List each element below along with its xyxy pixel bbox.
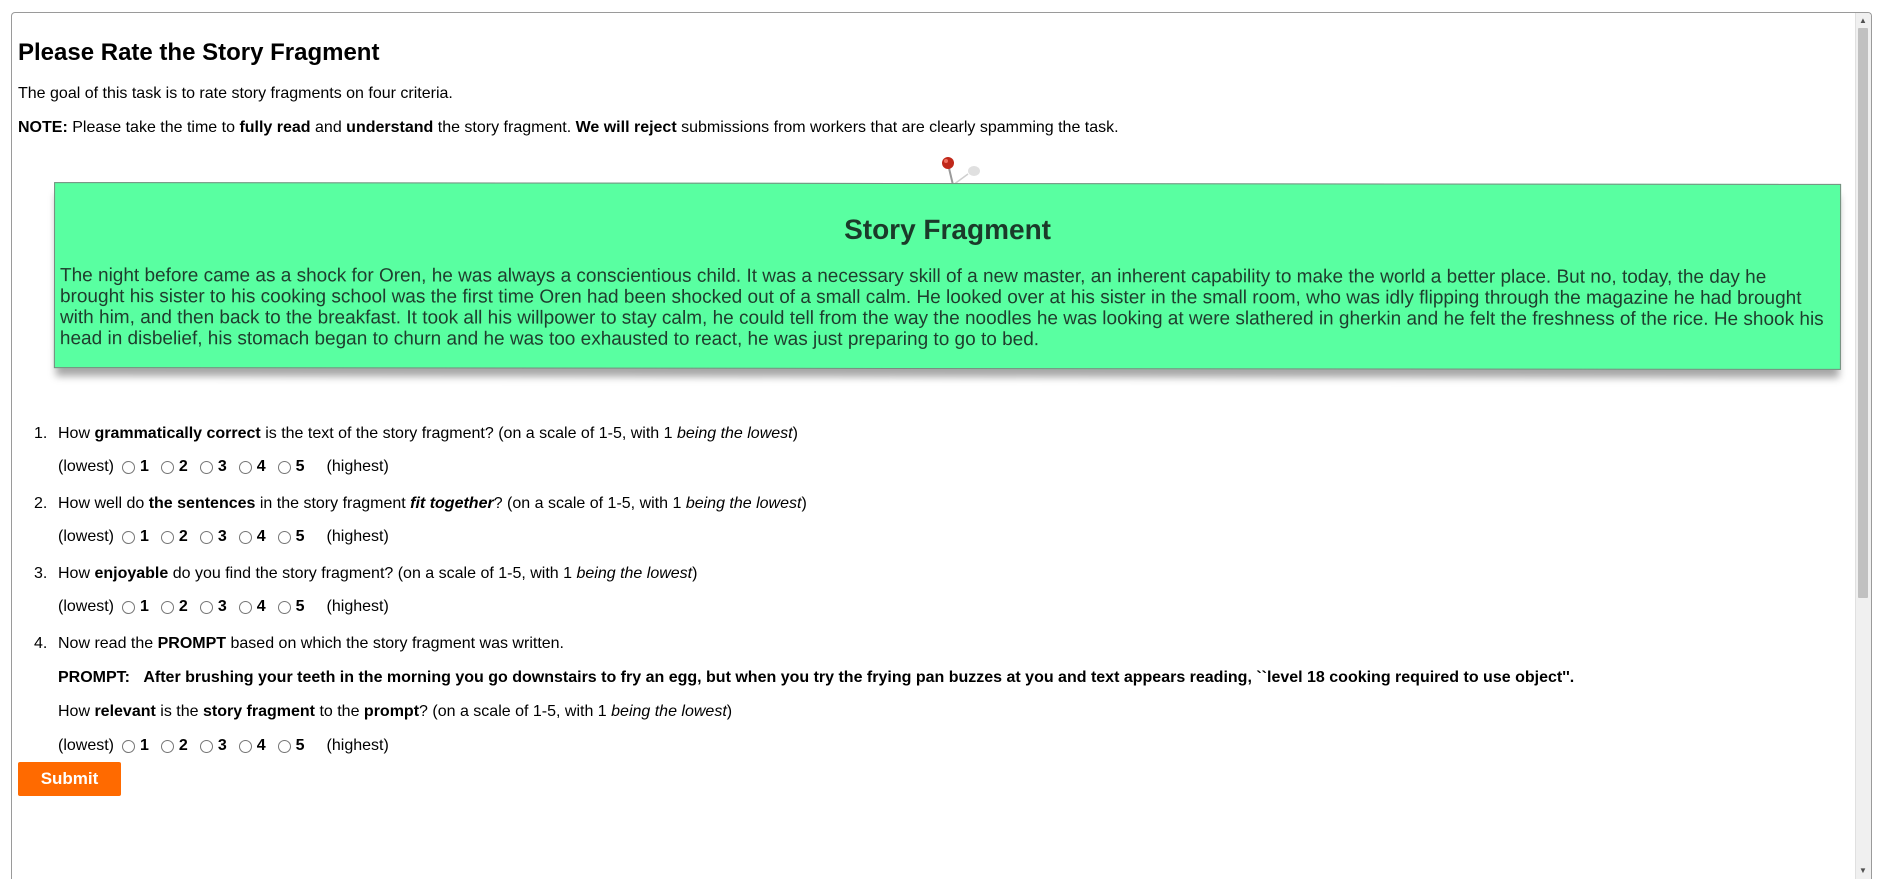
rating-radio[interactable] bbox=[239, 740, 252, 753]
note-label: NOTE: bbox=[18, 119, 68, 136]
rating-option[interactable] bbox=[239, 598, 266, 616]
rating-radio[interactable] bbox=[200, 740, 213, 753]
note-emphasis: understand bbox=[346, 119, 434, 136]
rating-radio[interactable] bbox=[239, 531, 252, 544]
rating-option-label: 5 bbox=[295, 528, 305, 545]
rating-radio[interactable] bbox=[278, 740, 291, 753]
question-text: do you find the story fragment? (on a scale of 1-5, with 1 bbox=[168, 565, 577, 582]
rating-option-label: 4 bbox=[256, 458, 266, 475]
rating-radio[interactable] bbox=[161, 740, 174, 753]
browser-frame bbox=[11, 12, 1872, 879]
question-text: ) bbox=[726, 703, 733, 720]
rating-radio[interactable] bbox=[278, 531, 291, 544]
question-text: ) bbox=[801, 495, 807, 512]
rating-radio[interactable] bbox=[122, 601, 135, 614]
question-emphasis: prompt bbox=[363, 703, 420, 720]
rating-option[interactable] bbox=[122, 598, 149, 616]
rating-option[interactable] bbox=[122, 458, 149, 476]
question-number: 4. bbox=[34, 635, 48, 652]
question-text: ) bbox=[692, 565, 698, 582]
note-emphasis: We will reject bbox=[575, 119, 677, 136]
scroll-down-icon[interactable]: ▼ bbox=[1859, 866, 1867, 875]
rating-option-label: 1 bbox=[140, 598, 149, 615]
rating-radio[interactable] bbox=[122, 531, 135, 544]
question-number: 1. bbox=[34, 425, 48, 442]
vertical-scrollbar[interactable] bbox=[1855, 13, 1871, 879]
rating-option[interactable] bbox=[200, 737, 227, 755]
scale-highest-label: (highest) bbox=[326, 458, 389, 475]
rating-scale-1 bbox=[58, 458, 389, 476]
question-text: based on which the story fragment was written. bbox=[226, 635, 564, 652]
rating-scale-4 bbox=[58, 737, 389, 755]
rating-option[interactable] bbox=[200, 528, 227, 546]
rating-option[interactable] bbox=[161, 737, 188, 755]
prompt-label: PROMPT: bbox=[58, 669, 130, 686]
story-fragment-text: The night before came as a shock for Oren, he was always a conscientious child. It was a necessary skill of a new master, an inherent capability to make the world a better place. But no, today, the day he brought his sister to his cooking school was the first time Oren had been shocked out of a small calm. He looked over at his sister in the small room, who was idly flipping through the magazine he had brought with him, and then back to the breakfast. It took all his willpower to stay calm, he could tell from the way the noodles he was looking at were slathered in gherkin and he felt the freshness of the rice. He shook his head in disbelief, his stomach began to churn and he was too exhausted to react, he was just preparing to go to bed. bbox=[59, 265, 1824, 351]
note-text: Please take the time to bbox=[67, 119, 240, 136]
rating-option-label: 4 bbox=[256, 737, 266, 754]
scrollbar-thumb[interactable] bbox=[1858, 28, 1868, 598]
question-italic: being the lowest bbox=[576, 565, 693, 582]
rating-option-label: 3 bbox=[217, 528, 227, 545]
question-1 bbox=[34, 425, 798, 443]
rating-option-label: 2 bbox=[178, 528, 188, 545]
question-italic: being the lowest bbox=[685, 495, 802, 512]
question-emphasis: enjoyable bbox=[94, 565, 169, 582]
rating-option-label: 5 bbox=[295, 737, 305, 754]
rating-option[interactable] bbox=[161, 458, 188, 476]
note-emphasis: fully read bbox=[239, 119, 311, 136]
rating-radio[interactable] bbox=[278, 461, 291, 474]
question-italic: being the lowest bbox=[676, 425, 793, 442]
task-note bbox=[18, 119, 1119, 137]
rating-option-label: 3 bbox=[217, 737, 227, 754]
rating-radio[interactable] bbox=[161, 461, 174, 474]
rating-option[interactable] bbox=[122, 737, 149, 755]
rating-option-label: 3 bbox=[217, 458, 227, 475]
question-number: 2. bbox=[34, 495, 48, 512]
rating-option-label: 1 bbox=[140, 528, 149, 545]
prompt-text: After brushing your teeth in the morning you go downstairs to fry an egg, but when you try the frying pan buzzes at you and text appears reading, ``level 18 cooking required to use object''. bbox=[143, 669, 1575, 686]
rating-option[interactable] bbox=[278, 458, 305, 476]
scale-lowest-label: (lowest) bbox=[58, 737, 115, 754]
scale-lowest-label: (lowest) bbox=[58, 528, 115, 545]
submit-button[interactable]: Submit bbox=[18, 762, 121, 796]
story-fragment-card bbox=[54, 182, 1841, 370]
note-text: submissions from workers that are clearly spamming the task. bbox=[676, 119, 1119, 136]
question-text: ? (on a scale of 1-5, with 1 bbox=[493, 495, 686, 512]
scroll-up-icon[interactable]: ▲ bbox=[1859, 16, 1867, 25]
rating-radio[interactable] bbox=[122, 461, 135, 474]
rating-option[interactable] bbox=[200, 598, 227, 616]
question-text: in the story fragment bbox=[255, 495, 411, 512]
question-2 bbox=[34, 495, 807, 513]
rating-option[interactable] bbox=[200, 458, 227, 476]
rating-radio[interactable] bbox=[200, 531, 213, 544]
question-text: How bbox=[58, 425, 95, 442]
question-emphasis: the sentences bbox=[148, 495, 256, 512]
rating-radio[interactable] bbox=[200, 461, 213, 474]
scale-highest-label: (highest) bbox=[326, 598, 389, 615]
rating-scale-2 bbox=[58, 528, 389, 546]
rating-option-label: 1 bbox=[140, 458, 149, 475]
rating-radio[interactable] bbox=[161, 601, 174, 614]
rating-option[interactable] bbox=[161, 598, 188, 616]
question-text: Now read the bbox=[58, 635, 158, 652]
question-text: How well do bbox=[58, 495, 149, 512]
question-emphasis: PROMPT bbox=[157, 635, 227, 652]
question-text: ? (on a scale of 1-5, with 1 bbox=[419, 703, 612, 720]
note-text: and bbox=[310, 119, 347, 136]
question-4-relevance bbox=[58, 703, 732, 721]
rating-option-label: 3 bbox=[217, 598, 227, 615]
note-text: the story fragment. bbox=[433, 119, 576, 136]
rating-radio[interactable] bbox=[122, 740, 135, 753]
story-fragment-heading: Story Fragment bbox=[844, 213, 1052, 246]
rating-option-label: 2 bbox=[178, 598, 188, 615]
rating-option[interactable] bbox=[239, 737, 266, 755]
question-italic: being the lowest bbox=[611, 703, 727, 720]
rating-radio[interactable] bbox=[200, 601, 213, 614]
rating-option-label: 5 bbox=[295, 598, 305, 615]
rating-option[interactable] bbox=[278, 737, 305, 755]
prompt-box bbox=[58, 669, 1574, 687]
rating-scale-3 bbox=[58, 598, 389, 616]
rating-option-label: 2 bbox=[178, 458, 188, 475]
rating-option[interactable] bbox=[161, 528, 188, 546]
rating-radio[interactable] bbox=[239, 601, 252, 614]
rating-option[interactable] bbox=[239, 528, 266, 546]
rating-option-label: 4 bbox=[256, 598, 266, 615]
question-text: is the bbox=[155, 703, 203, 720]
question-emphasis-italic: fit together bbox=[410, 495, 494, 512]
question-3 bbox=[34, 565, 698, 583]
rating-option-label: 5 bbox=[295, 458, 305, 475]
question-emphasis: story fragment bbox=[202, 703, 315, 720]
question-text: How bbox=[58, 703, 95, 720]
rating-option-label: 4 bbox=[256, 528, 266, 545]
rating-option[interactable] bbox=[278, 528, 305, 546]
rating-radio[interactable] bbox=[239, 461, 252, 474]
rating-option[interactable] bbox=[122, 528, 149, 546]
question-text: to the bbox=[315, 703, 364, 720]
rating-option[interactable] bbox=[278, 598, 305, 616]
rating-option-label: 2 bbox=[178, 737, 188, 754]
task-goal: The goal of this task is to rate story fragments on four criteria. bbox=[18, 85, 453, 102]
scale-lowest-label: (lowest) bbox=[58, 598, 115, 615]
rating-option-label: 1 bbox=[140, 737, 149, 754]
question-emphasis: grammatically correct bbox=[94, 425, 261, 442]
scale-highest-label: (highest) bbox=[326, 737, 389, 754]
page-title: Please Rate the Story Fragment bbox=[18, 39, 380, 66]
question-emphasis: relevant bbox=[94, 703, 156, 720]
rating-radio[interactable] bbox=[278, 601, 291, 614]
question-text: ) bbox=[792, 425, 798, 442]
question-4 bbox=[34, 635, 564, 653]
question-number: 3. bbox=[34, 565, 48, 582]
scale-highest-label: (highest) bbox=[326, 528, 389, 545]
scale-lowest-label: (lowest) bbox=[58, 458, 115, 475]
rating-radio[interactable] bbox=[161, 531, 174, 544]
question-text: is the text of the story fragment? (on a scale of 1-5, with 1 bbox=[260, 425, 677, 442]
question-text: How bbox=[58, 565, 95, 582]
rating-option[interactable] bbox=[239, 458, 266, 476]
